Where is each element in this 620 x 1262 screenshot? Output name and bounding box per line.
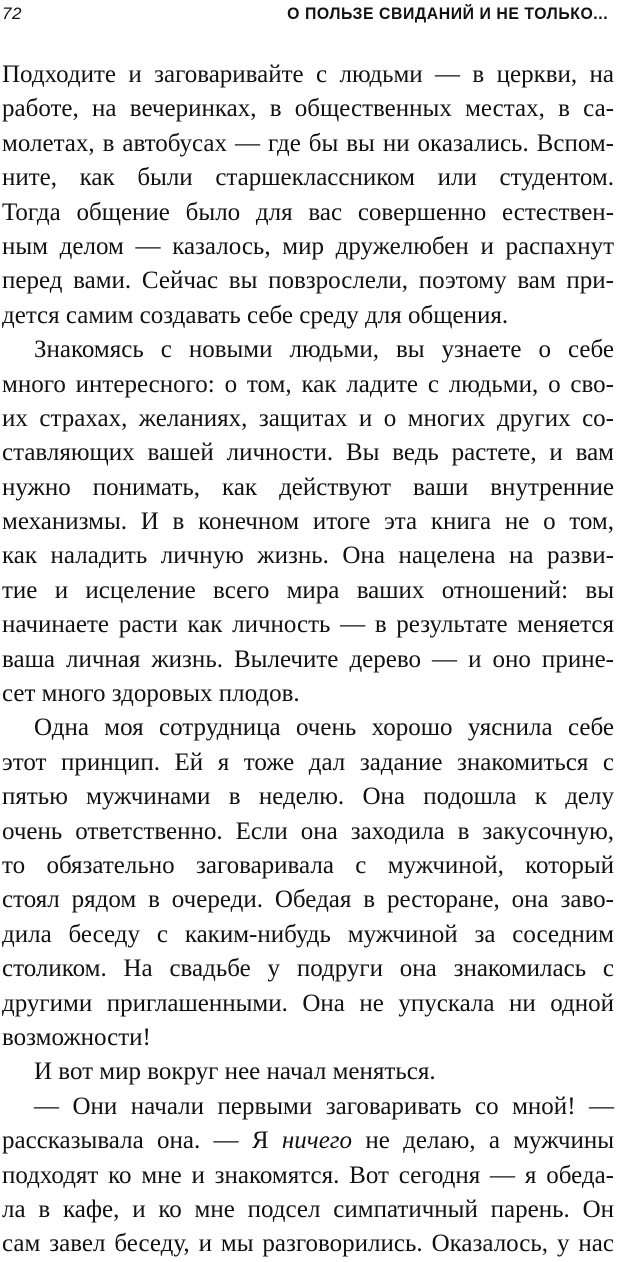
text-line: дила беседу с каким-нибудь мужчиной за соседним bbox=[2, 920, 614, 948]
text-line: столиком. На свадьбе у подруги она знакомилась с bbox=[2, 955, 614, 983]
text-line: перед вами. Сейчас вы повзрослели, поэтому вам при- bbox=[2, 267, 614, 295]
text-line: Тогда общение было для вас совершенно естествен- bbox=[2, 198, 614, 226]
text-line: И вот мир вокруг нее начал меняться. bbox=[34, 1058, 436, 1086]
text-line: ните, как были старшеклассником или студентом. bbox=[2, 164, 614, 192]
text-line: пятью мужчинами в неделю. Она подошла к делу bbox=[2, 783, 614, 811]
text-line: Знакомясь с новыми людьми, вы узнаете о себе bbox=[34, 336, 614, 364]
page-header bbox=[0, 0, 620, 34]
text-line: механизмы. И в конечном итоге эта книга не о том, bbox=[2, 508, 614, 536]
text-line: возможности! bbox=[2, 1023, 151, 1051]
text-line: стоял рядом в очереди. Обедая в ресторане, она заво- bbox=[2, 886, 614, 914]
text-line: молетах, в автобусах — где бы вы ни оказались. Вспом- bbox=[2, 129, 614, 157]
text-line: другими приглашенными. Она не упускала ни одной bbox=[2, 989, 614, 1017]
text-line: — Они начали первыми заговаривать со мной! — bbox=[34, 1092, 614, 1120]
text-line: ставляющих вашей личности. Вы ведь растете, и вам bbox=[2, 439, 614, 467]
body-text bbox=[2, 58, 614, 1262]
text-line: сет много здоровых плодов. bbox=[2, 680, 300, 708]
text-line: как наладить личную жизнь. Она нацелена на разви- bbox=[2, 542, 614, 570]
text-line: ваша личная жизнь. Вылечите дерево — и оно прине- bbox=[2, 645, 614, 673]
text-line: подходят ко мне и знакомятся. Вот сегодня — я обеда- bbox=[2, 1161, 614, 1189]
text-line: ла в кафе, и ко мне подсел симпатичный парень. Он bbox=[2, 1195, 614, 1223]
text-line: то обязательно заговаривала с мужчиной, который bbox=[2, 851, 614, 879]
text-line-with-emphasis bbox=[2, 1124, 614, 1158]
text-line: начинаете расти как личность — в результате меняется bbox=[2, 611, 614, 639]
text-line: их страхах, желаниях, защитах и о многих других со- bbox=[2, 404, 614, 432]
text-line: работе, на вечеринках, в общественных местах, в са- bbox=[2, 95, 614, 123]
text-line: сам завел беседу, и мы разговорились. Оказалось, у нас bbox=[2, 1230, 614, 1258]
text-line: много интересного: о том, как ладите с людьми, о сво- bbox=[2, 370, 614, 398]
text-line: Подходите и заговаривайте с людьми — в церкви, на bbox=[2, 61, 614, 88]
text-line: Одна моя сотрудница очень хорошо уяснила себе bbox=[34, 714, 614, 742]
emphasized-word: ничего bbox=[281, 1127, 353, 1155]
text-line: нужно понимать, как действуют ваши внутренние bbox=[2, 473, 614, 501]
text-segment: не делаю, а мужчины bbox=[352, 1127, 614, 1155]
page-number: 72 bbox=[2, 4, 22, 23]
text-segment: рассказывала она. — Я bbox=[2, 1127, 282, 1155]
text-line: дется самим создавать себе среду для общения. bbox=[2, 301, 509, 329]
running-title: О ПОЛЬЗЕ СВИДАНИЙ И НЕ ТОЛЬКО... bbox=[287, 4, 608, 23]
text-line: этот принцип. Ей я тоже дал задание знакомиться с bbox=[2, 748, 614, 776]
text-line: ным делом — казалось, мир дружелюбен и распахнут bbox=[2, 232, 614, 260]
text-line: очень ответственно. Если она заходила в закусочную, bbox=[2, 817, 614, 845]
text-line: тие и исцеление всего мира ваших отношений: вы bbox=[2, 576, 614, 604]
